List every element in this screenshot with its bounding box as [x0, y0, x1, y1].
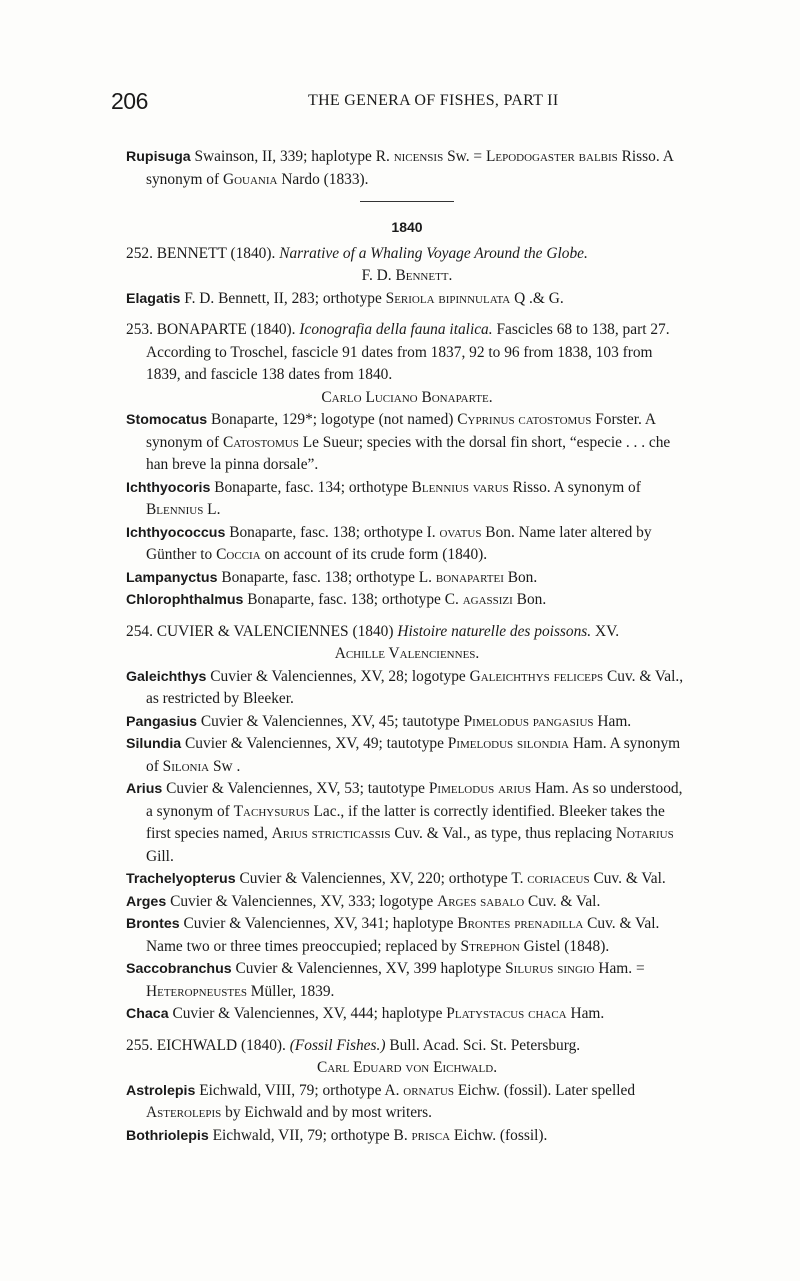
genus-name: Silundia — [126, 736, 182, 752]
genus-name: Chaca — [126, 1006, 169, 1022]
genus-name: Astrolepis — [126, 1082, 196, 1099]
genus-entry-pangasius: Pangasius Cuvier & Valenciennes, XV, 45; tautotype Pimelodus pangasius Ham. — [126, 712, 632, 730]
genus-entry-saccobranchus: Saccobranchus Cuvier & Valenciennes, XV, 399 haplotype Silurus singio Ham. = Heteropneustes Müller, 1839. — [126, 960, 645, 1000]
reference-253: 253. BONAPARTE (1840). Iconografia della fauna italica. Fascicles 68 to 138, part 27. According to Troschel, fascicle 91 dates from 1837, 92 to 96 from 1838, 103 from 1839, and fascicle 138 dates from 1840. — [126, 321, 670, 383]
genus-entry-bothriolepis: Bothriolepis Eichwald, VII, 79; orthotype B. prisca Eichw. (fossil). — [126, 1126, 548, 1144]
genus-name: Stomocatus — [126, 412, 208, 428]
reference-author-name: F. D. Bennett. — [361, 267, 453, 284]
genus-name: Trachelyopterus — [126, 871, 236, 887]
reference-author-name: Achille Valenciennes. — [334, 645, 480, 662]
genus-entry-chlorophthalmus: Chlorophthalmus Bonaparte, fasc. 138; orthotype C. agassizi Bon. — [126, 591, 547, 608]
genus-entry-elagatis: Elagatis F. D. Bennett, II, 283; orthotype Seriola bipinnulata Q .& G. — [126, 289, 564, 307]
genus-entry-trachelyopterus: Trachelyopterus Cuvier & Valenciennes, XV, 220; orthotype T. coriaceus Cuv. & Val. — [126, 870, 666, 887]
reference-author-name: Carl Eduard von Eichwald. — [316, 1059, 498, 1076]
genus-entry-arius: Arius Cuvier & Valenciennes, XV, 53; tautotype Pimelodus arius Ham. As so understood, a synonym of Tachysurus Lac., if the latter is correctly identified. Bleeker takes the first species named, Arius stricticassis Cuv. & Val., as type, thus replacing Notarius Gill. — [126, 780, 683, 865]
reference-author-name: Carlo Luciano Bonaparte. — [321, 388, 493, 406]
page-header — [111, 88, 711, 118]
genus-entry-astrolepis: Astrolepis Eichwald, VIII, 79; orthotype A. ornatus Eichw. (fossil). Later spelled Asterolepis by Eichwald and by most writers. — [126, 1081, 636, 1121]
genus-name: Pangasius — [126, 713, 197, 730]
running-head: THE GENERA OF FISHES, PART II — [308, 92, 559, 109]
genus-name: Arges — [126, 893, 167, 910]
genus-entry-ichthyococcus: Ichthyococcus Bonaparte, fasc. 138; orthotype I. ovatus Bon. Name later altered by Günther to Coccia on account of its crude form (1840). — [126, 523, 652, 563]
year-heading: 1840 — [391, 219, 423, 235]
genus-entry-galeichthys: Galeichthys Cuvier & Valenciennes, XV, 28; logotype Galeichthys feliceps Cuv. & Val., as restricted by Bleeker. — [126, 667, 684, 707]
page-number: 206 — [111, 88, 148, 114]
genus-name: Bothriolepis — [126, 1127, 209, 1144]
genus-entry-chaca: Chaca Cuvier & Valenciennes, XV, 444; haplotype Platystacus chaca Ham. — [126, 1005, 605, 1022]
genus-name: Elagatis — [126, 290, 181, 307]
genus-name: Arius — [126, 781, 163, 797]
genus-name: Ichthyococcus — [126, 524, 226, 541]
reference-252: 252. BENNETT (1840). Narrative of a Whaling Voyage Around the Globe. — [126, 244, 588, 262]
genus-entry-arges: Arges Cuvier & Valenciennes, XV, 333; logotype Arges sabalo Cuv. & Val. — [126, 892, 601, 910]
genus-name: Brontes — [126, 916, 180, 932]
genus-entry-stomocatus: Stomocatus Bonaparte, 129*; logotype (not named) Cyprinus catostomus Forster. A synonym of Catostomus Le Sueur; species with the dorsal fin short, “especie . . . che han breve la pinna dorsale”. — [126, 411, 671, 473]
genus-name: Rupisuga — [126, 149, 191, 165]
genus-entry-brontes: Brontes Cuvier & Valenciennes, XV, 341; haplotype Brontes prenadilla Cuv. & Val. Name two or three times preoccupied; replaced by Strephon Gistel (1848). — [126, 915, 660, 955]
genus-entry-silundia: Silundia Cuvier & Valenciennes, XV, 49; tautotype Pimelodus silondia Ham. A synonym of Silonia Sw . — [126, 735, 681, 775]
genus-name: Chlorophthalmus — [126, 592, 244, 608]
genus-entry-lampanyctus: Lampanyctus Bonaparte, fasc. 138; orthotype L. bonapartei Bon. — [126, 568, 538, 586]
section-divider — [360, 201, 454, 202]
genus-name: Saccobranchus — [126, 961, 232, 977]
genus-name: Lampanyctus — [126, 569, 218, 586]
genus-entry-rupisuga: Rupisuga Swainson, II, 339; haplotype R. nicensis Sw. = Lepodogaster balbis Risso. A synonym of Gouania Nardo (1833). — [126, 148, 673, 188]
reference-254: 254. CUVIER & VALENCIENNES (1840) Histoire naturelle des poissons. XV. — [126, 622, 620, 640]
genus-name: Ichthyocoris — [126, 479, 211, 496]
reference-255: 255. EICHWALD (1840). (Fossil Fishes.) Bull. Acad. Sci. St. Petersburg. — [126, 1036, 581, 1054]
page-body — [126, 146, 688, 1147]
genus-entry-ichthyocoris: Ichthyocoris Bonaparte, fasc. 134; orthotype Blennius varus Risso. A synonym of Blennius L. — [126, 478, 641, 518]
genus-name: Galeichthys — [126, 668, 207, 685]
